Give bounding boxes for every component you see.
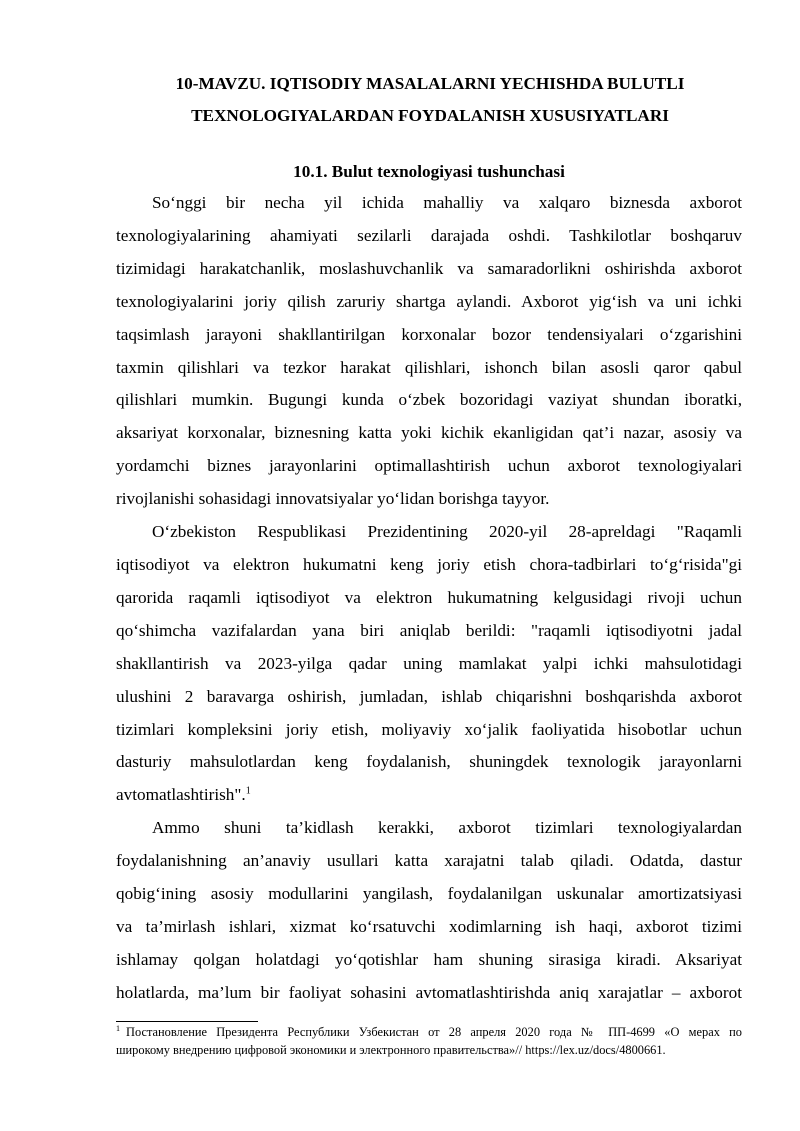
text-line: iqtisodiyot va elektron hukumatni keng joriy etish chora-tadbirlari to‘g‘risida"gi bbox=[116, 554, 742, 574]
footnote-reference[interactable]: 1 bbox=[245, 785, 251, 797]
footnote-line-1 bbox=[116, 1023, 742, 1041]
text-line: holatlarda, ma’lum bir faoliyat sohasini avtomatlashtirishda aniq xarajatlar – axborot bbox=[116, 982, 742, 1002]
text-line: aksariyat korxonalar, biznesning katta yoki kichik ekanligidan qat’i nazar, asosiy va bbox=[116, 423, 742, 443]
chapter-title-line-1: 10-MAVZU. IQTISODIY MASALALARNI YECHISHDA BULUTLI bbox=[175, 74, 685, 93]
text-line: qarorida raqamli iqtisodiyot va elektron hukumatning kelgusidagi rivoji uchun bbox=[116, 587, 742, 607]
text-line: qo‘shimcha vazifalardan yana biri aniqlab berildi: "raqamli iqtisodiyotni jadal bbox=[116, 620, 742, 640]
text-line: Ammo shuni ta’kidlash kerakki, axborot tizimlari texnologiyalardan bbox=[152, 818, 742, 838]
text-line: texnologiyalarining ahamiyati sezilarli darajada oshdi. Tashkilotlar boshqaruv bbox=[116, 225, 742, 245]
footnote-separator bbox=[116, 1021, 258, 1022]
text-line: O‘zbekiston Respublikasi Prezidentining 2020-yil 28-apreldagi "Raqamli bbox=[152, 522, 742, 542]
text-line: va ta’mirlash ishlari, xizmat ko‘rsatuvchi xodimlarning ish haqi, axborot tizimi bbox=[116, 916, 742, 936]
paragraph-3 bbox=[116, 812, 742, 1009]
text-line: qobig‘ining asosiy modullarini yangilash, foydalanilgan uskunalar amortizatsiyasi bbox=[116, 884, 742, 904]
text-line: tizimlari kompleksini joriy etish, moliyaviy xo‘jalik faoliyatida hisobotlar uchun bbox=[116, 719, 742, 739]
chapter-title-line-2: TEXNOLOGIYALARDAN FOYDALANISH XUSUSIYATLARI bbox=[191, 106, 669, 125]
text-line-with-footnote bbox=[116, 779, 742, 812]
paragraph-1 bbox=[116, 187, 742, 516]
section-heading: 10.1. Bulut texnologiyasi tushunchasi bbox=[293, 162, 565, 181]
text-line: shakllantirish va 2023-yilga qadar uning mamlakat yalpi ichki mahsulotidagi bbox=[116, 653, 742, 673]
chapter-title bbox=[116, 68, 742, 132]
text-line: texnologiyalarini joriy qilish zaruriy shartga aylandi. Axborot yig‘ish va uni ichki bbox=[116, 291, 742, 311]
footnote-text: Постановление Президента Республики Узбекистан от 28 апреля 2020 года № ПП-4699 «О мерах по bbox=[126, 1025, 742, 1039]
text-line: So‘nggi bir necha yil ichida mahalliy va xalqaro biznesda axborot bbox=[152, 193, 742, 212]
text-line: ulushini 2 baravarga oshirish, jumladan, ishlab chiqarishni boshqarishda axborot bbox=[116, 686, 742, 706]
text-line: yordamchi biznes jarayonlarini optimallashtirish uchun axborot texnologiyalari bbox=[116, 456, 742, 476]
text-line: qilishlari mumkin. Bugungi kunda o‘zbek bozoridagi vaziyat shundan iboratki, bbox=[116, 390, 742, 410]
text-line: taqsimlash jarayoni shakllantirilgan korxonalar bozor tendensiyalari o‘zgarishini bbox=[116, 324, 742, 344]
text-line: rivojlanishi sohasidagi innovatsiyalar yo‘lidan borishga tayyor. bbox=[116, 489, 550, 509]
paragraph-2 bbox=[116, 516, 742, 812]
text-line: foydalanishning an’anaviy usullari katta xarajatni talab qiladi. Odatda, dastur bbox=[116, 851, 742, 871]
footnote-number: 1 bbox=[116, 1023, 120, 1033]
text-line: avtomatlashtirish". bbox=[116, 785, 246, 805]
text-line: tizimidagi harakatchanlik, moslashuvchanlik va samaradorlikni oshirishda axborot bbox=[116, 258, 742, 278]
footnote bbox=[116, 1023, 742, 1059]
footnote-line-2: широкому внедрению цифровой экономики и электронного правительства»// https://lex.uz/docs/4800661. bbox=[116, 1043, 666, 1057]
text-line: ishlamay qolgan holatdagi yo‘qotishlar ham shuning sirasiga kiradi. Aksariyat bbox=[116, 949, 742, 969]
text-line: dasturiy mahsulotlardan keng foydalanish, shuningdek texnologik jarayonlarni bbox=[116, 752, 742, 772]
text-line: taxmin qilishlari va tezkor harakat qilishlari, ishonch bilan asosli qaror qabul bbox=[116, 357, 742, 377]
